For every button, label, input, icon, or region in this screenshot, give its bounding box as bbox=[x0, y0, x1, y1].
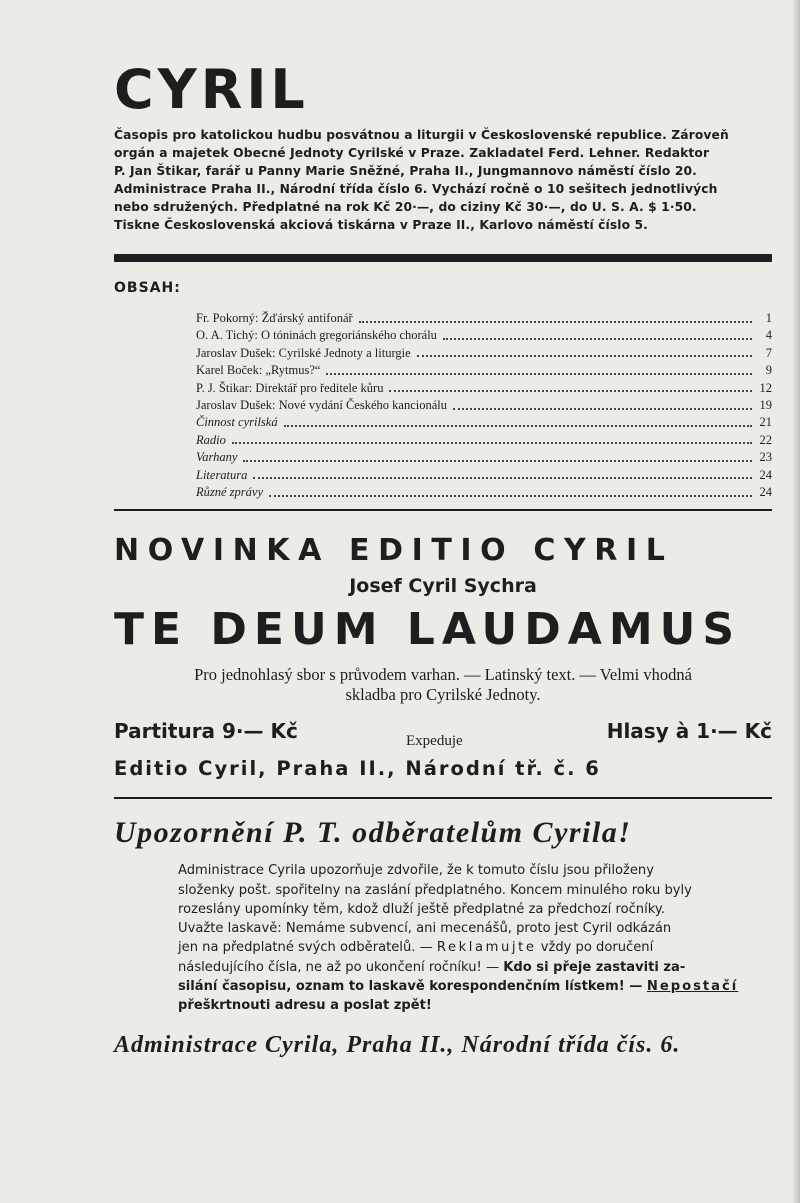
notice-text: silání časopisu, oznam to laskavě korespondenčním lístkem! — bbox=[178, 979, 647, 995]
masthead-line: Časopis pro katolickou hudbu posvátnou a liturgii v Československé republice. Zároveň bbox=[114, 128, 729, 142]
notice-line bbox=[178, 938, 772, 957]
masthead-line: P. Jan Štikar, farář u Panny Marie Sněžné, Praha II., Jungmannovo náměstí číslo 20. bbox=[114, 164, 697, 178]
score-price: Partitura 9·— Kč bbox=[114, 719, 298, 744]
advert-description bbox=[114, 665, 772, 705]
toc-page: 24 bbox=[759, 484, 772, 499]
notice-text: jen na předplatné svých odběratelů. — bbox=[178, 940, 437, 956]
advert-prices bbox=[114, 715, 772, 755]
contents-divider bbox=[114, 509, 772, 511]
notice-line bbox=[178, 958, 772, 977]
advert-author: Josef Cyril Sychra bbox=[349, 575, 537, 598]
toc-title: Radio bbox=[196, 432, 226, 447]
toc-title: P. J. Štikar: Direktář pro ředitele kůru bbox=[196, 380, 384, 395]
toc-entry bbox=[196, 362, 772, 379]
toc-title: Činnost cyrilská bbox=[196, 415, 278, 430]
toc-entry bbox=[196, 449, 772, 466]
page-content bbox=[114, 60, 772, 1059]
notice-text: vždy po doručení bbox=[536, 940, 654, 956]
notice-line bbox=[178, 900, 772, 919]
masthead-divider bbox=[114, 254, 772, 262]
notice-text: složenky pošt. spořitelny na zaslání předplatného. Koncem minulého roku byly bbox=[178, 882, 692, 898]
parts-price: Hlasy à 1·— Kč bbox=[606, 719, 772, 744]
toc-leader bbox=[284, 425, 752, 427]
notice-text: Administrace Cyrila upozorňuje zdvořile, že k tomuto číslu jsou přiloženy bbox=[178, 863, 654, 879]
notice-body bbox=[178, 861, 772, 1015]
toc-page: 23 bbox=[759, 450, 772, 465]
masthead-line: nebo sdružených. Předplatné na rok Kč 20·—, do ciziny Kč 30·—, do U. S. A. $ 1·50. bbox=[114, 200, 697, 214]
toc-title: Varhany bbox=[196, 450, 238, 465]
toc-title: Karel Boček: „Rytmus?“ bbox=[196, 363, 321, 378]
toc-leader bbox=[253, 477, 752, 479]
notice-text: Nepostačí bbox=[646, 979, 739, 995]
toc-leader bbox=[417, 355, 752, 357]
table-of-contents bbox=[196, 310, 772, 501]
toc-leader bbox=[326, 373, 752, 375]
notice-text: Reklamujte bbox=[436, 940, 537, 956]
toc-entry bbox=[196, 414, 772, 431]
toc-page: 12 bbox=[759, 380, 772, 395]
toc-entry bbox=[196, 345, 772, 362]
toc-title: Fr. Pokorný: Žďárský antifonář bbox=[196, 311, 353, 325]
toc-leader bbox=[443, 338, 752, 340]
masthead-line: orgán a majetek Obecné Jednoty Cyrilské v Praze. Zakladatel Ferd. Lehner. Redaktor bbox=[114, 146, 710, 160]
toc-entry bbox=[196, 327, 772, 344]
toc-page: 4 bbox=[765, 328, 772, 343]
notice-signature: Administrace Cyrila, Praha II., Národní třída čís. 6. bbox=[114, 1031, 681, 1058]
toc-title: O. A. Tichý: O tóninách gregoriánského chorálu bbox=[196, 328, 437, 343]
toc-entry bbox=[196, 380, 772, 397]
masthead-line: Administrace Praha II., Národní třída číslo 6. Vychází ročně o 10 sešitech jednotlivých bbox=[114, 182, 718, 196]
notice-line bbox=[178, 919, 772, 938]
advert-work-title: TE DEUM LAUDAMUS bbox=[114, 604, 742, 656]
toc-page: 1 bbox=[765, 311, 772, 325]
notice-title: Upozornění P. T. odběratelům Cyrila! bbox=[114, 816, 632, 850]
toc-entry bbox=[196, 310, 772, 327]
notice-line bbox=[178, 977, 772, 996]
notice-text: následujícího čísla, ne až po ukončení ročníku! — bbox=[178, 959, 504, 975]
toc-entry bbox=[196, 432, 772, 449]
toc-leader bbox=[359, 321, 752, 323]
toc-title: Jaroslav Dušek: Nové vydání Českého kancionálu bbox=[196, 397, 447, 412]
toc-title: Jaroslav Dušek: Cyrilské Jednoty a liturgie bbox=[196, 345, 411, 360]
masthead-line: Tiskne Československá akciová tiskárna v Praze II., Karlovo náměstí číslo 5. bbox=[114, 218, 648, 232]
toc-leader bbox=[453, 408, 752, 410]
toc-page: 19 bbox=[759, 397, 772, 412]
toc-leader bbox=[232, 442, 752, 444]
notice-text: Uvažte laskavě: Nemáme subvencí, ani mecenášů, proto jest Cyril odkázán bbox=[178, 921, 672, 937]
toc-title: Různé zprávy bbox=[196, 484, 263, 499]
advert-description-line: skladba pro Cyrilské Jednoty. bbox=[345, 685, 541, 705]
toc-title: Literatura bbox=[196, 467, 248, 482]
notice-text: přeškrtnouti adresu a poslat zpět! bbox=[178, 998, 432, 1014]
advert-divider bbox=[114, 797, 772, 799]
advert-description-line: Pro jednohlasý sbor s průvodem varhan. — Latinský text. — Velmi vhodná bbox=[194, 665, 692, 685]
publisher-address: Editio Cyril, Praha II., Národní tř. č. 6 bbox=[114, 757, 601, 781]
toc-entry bbox=[196, 484, 772, 501]
toc-leader bbox=[243, 460, 752, 462]
toc-leader bbox=[269, 495, 752, 497]
masthead-info bbox=[114, 126, 772, 234]
toc-entry bbox=[196, 467, 772, 484]
notice-text: rozeslány upomínky těm, kdož dluží ještě předplatné za předchozí ročníky. bbox=[178, 901, 665, 917]
notice-line bbox=[178, 881, 772, 900]
notice-line bbox=[178, 861, 772, 880]
notice-line bbox=[178, 996, 772, 1015]
contents-label: OBSAH: bbox=[114, 280, 181, 296]
dispatch-label: Expeduje bbox=[406, 733, 463, 750]
toc-page: 22 bbox=[759, 432, 772, 447]
toc-leader bbox=[389, 390, 752, 392]
toc-page: 21 bbox=[759, 415, 772, 430]
toc-page: 7 bbox=[765, 345, 772, 360]
advert-series: NOVINKA EDITIO CYRIL bbox=[114, 533, 674, 569]
notice-text: Kdo si přeje zastaviti za- bbox=[503, 959, 686, 975]
magazine-title: CYRIL bbox=[114, 58, 309, 121]
toc-page: 9 bbox=[765, 363, 772, 378]
page-edge-shadow bbox=[792, 0, 800, 1203]
toc-page: 24 bbox=[759, 467, 772, 482]
toc-entry bbox=[196, 397, 772, 414]
